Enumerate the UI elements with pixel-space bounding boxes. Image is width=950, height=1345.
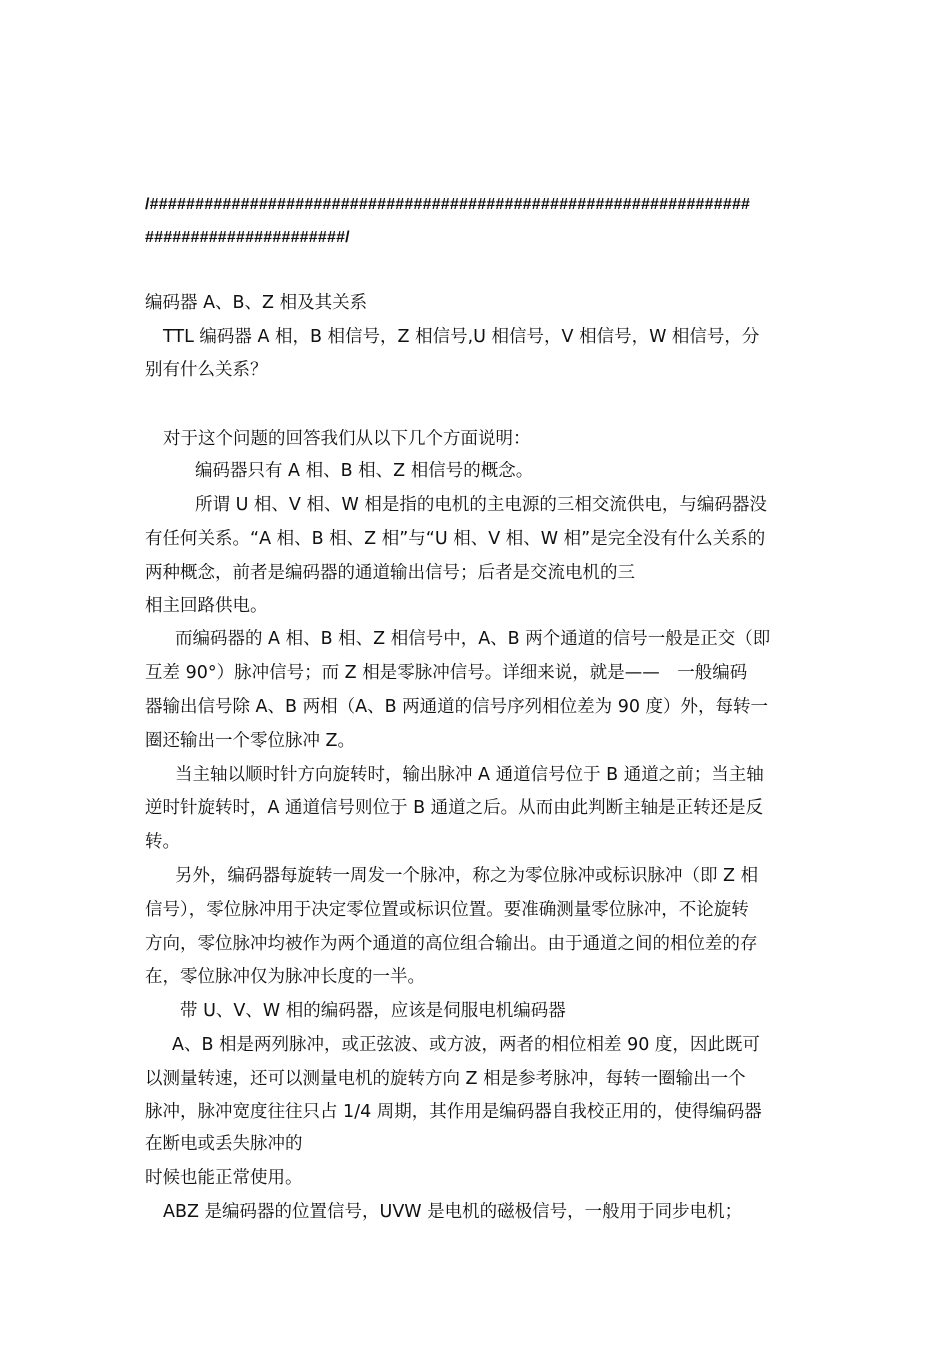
answer-p3-line-2: 互差 90°）脉冲信号；而 Z 相是零脉冲信号。详细来说，就是—— 一般编码 <box>145 663 748 683</box>
answer-p4-line-1: 当主轴以顺时针方向旋转时，输出脉冲 A 通道信号位于 B 通道之前；当主轴 <box>175 765 764 785</box>
separator-line-1: /################################################################## <box>145 196 751 213</box>
answer-p3-line-1: 而编码器的 A 相、B 相、Z 相信号中，A、B 两个通道的信号一般是正交（即 <box>175 629 771 649</box>
answer-p8: ABZ 是编码器的位置信号，UVW 是电机的磁极信号，一般用于同步电机； <box>163 1202 743 1222</box>
answer-p5-line-1: 另外，编码器每旋转一周发一个脉冲，称之为零位脉冲或标识脉冲（即 Z 相 <box>175 866 759 886</box>
answer-p7-line-1: A、B 相是两列脉冲，或正弦波、或方波，两者的相位相差 90 度，因此既可 <box>172 1035 760 1055</box>
section-title: 编码器 A、B、Z 相及其关系 <box>145 293 368 313</box>
answer-p2-line-2: 有任何关系。“A 相、B 相、Z 相”与“U 相、V 相、W 相”是完全没有什么关系的 <box>145 529 766 549</box>
answer-p4-line-2: 逆时针旋转时，A 通道信号则位于 B 通道之后。从而由此判断主轴是正转还是反 <box>145 798 764 818</box>
question-line-2: 别有什么关系？ <box>145 360 268 380</box>
answer-p1: 编码器只有 A 相、B 相、Z 相信号的概念。 <box>195 461 534 481</box>
answer-p5-line-4: 在，零位脉冲仅为脉冲长度的一半。 <box>145 967 425 987</box>
answer-p7-line-4: 在断电或丢失脉冲的 <box>145 1134 303 1154</box>
answer-p3-line-3: 器输出信号除 A、B 两相（A、B 两通道的信号序列相位差为 90 度）外，每转一 <box>145 697 769 717</box>
document-page <box>145 0 810 1345</box>
answer-p4-line-3: 转。 <box>145 832 180 852</box>
answer-p7-line-3: 脉冲，脉冲宽度往往只占 1/4 周期，其作用是编码器自我校正用的，使得编码器 <box>145 1102 762 1122</box>
answer-p2-line-4: 相主回路供电。 <box>145 596 268 616</box>
answer-p6: 带 U、V、W 相的编码器，应该是伺服电机编码器 <box>180 1001 566 1021</box>
answer-p2-line-1: 所谓 U 相、V 相、W 相是指的电机的主电源的三相交流供电，与编码器没 <box>195 495 767 515</box>
answer-p5-line-3: 方向，零位脉冲均被作为两个通道的高位组合输出。由于通道之间的相位差的存 <box>145 934 758 954</box>
answer-p3-line-4: 圈还输出一个零位脉冲 Z。 <box>145 731 356 751</box>
answer-p7-line-2: 以测量转速，还可以测量电机的旋转方向 Z 相是参考脉冲，每转一圈输出一个 <box>145 1069 746 1089</box>
answer-p5-line-2: 信号），零位脉冲用于决定零位置或标识位置。要准确测量零位脉冲，不论旋转 <box>145 900 749 920</box>
answer-p2-line-3: 两种概念，前者是编码器的通道输出信号；后者是交流电机的三 <box>145 563 635 583</box>
question-line-1: TTL 编码器 A 相，B 相信号，Z 相信号,U 相信号，V 相信号，W 相信号，分 <box>163 327 760 347</box>
answer-p7-line-5: 时候也能正常使用。 <box>145 1168 303 1188</box>
separator-line-2: ######################/ <box>145 229 350 246</box>
answer-intro: 对于这个问题的回答我们从以下几个方面说明： <box>163 429 531 449</box>
